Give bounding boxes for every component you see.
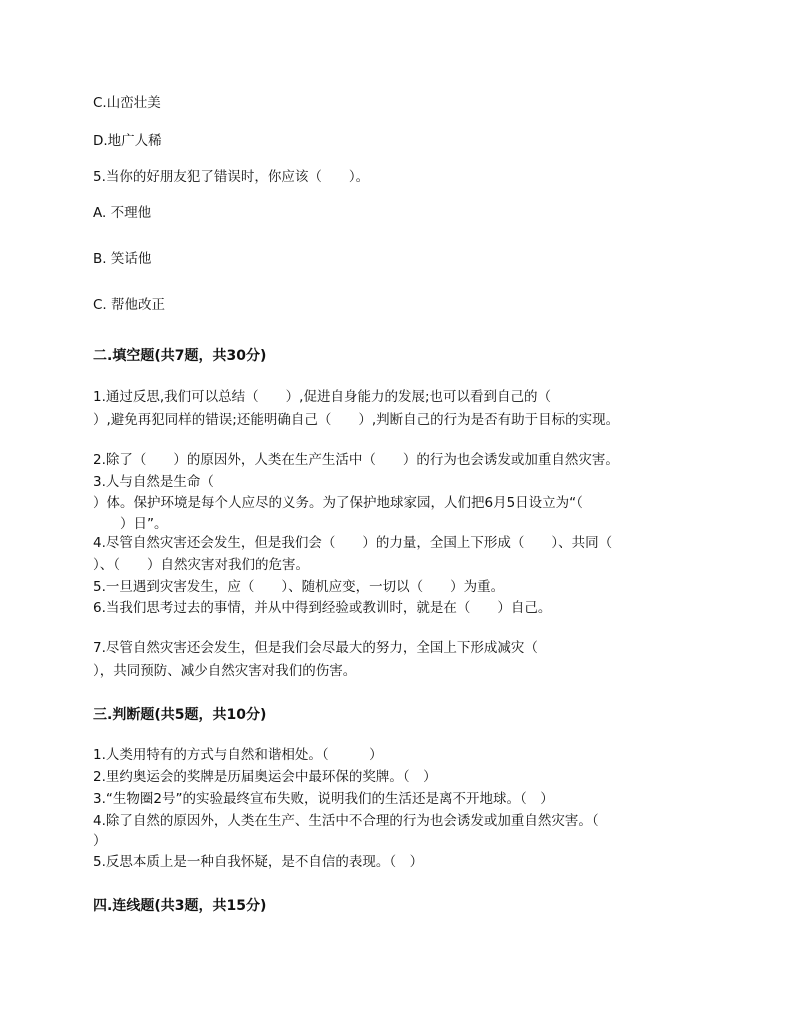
s3-line: 3.“生物圈2号”的实验最终宣布失败，说明我们的生活还是离不开地球。（ ） (93, 791, 554, 807)
section4-heading: 四.连线题(共3题，共15分) (93, 898, 267, 914)
s2-line: ）、（ ）自然灾害对我们的危害。 (93, 557, 309, 573)
section3-heading: 三.判断题(共5题，共10分) (93, 707, 267, 723)
q4-option-c: C.山峦壮美 (93, 95, 161, 111)
s3-line: 4.除了自然的原因外，人类在生产、生活中不合理的行为也会诱发或加重自然灾害。（ (93, 813, 599, 829)
s2-line: ），共同预防、减少自然灾害对我们的伤害。 (93, 663, 357, 679)
section2-heading: 二.填空题(共7题，共30分) (93, 348, 267, 364)
q4-option-d: D.地广人稀 (93, 133, 162, 149)
s2-line: ）体。保护环境是每个人应尽的义务。为了保护地球家园，人们把6月5日设立为“（ (93, 495, 583, 511)
s2-line: 5.一旦遇到灾害发生，应（ ）、随机应变，一切以（ ）为重。 (93, 579, 505, 595)
s2-line: 2.除了（ ）的原因外，人类在生产生活中（ ）的行为也会诱发或加重自然灾害。 (93, 452, 619, 468)
s2-line: 7.尽管自然灾害还会发生，但是我们会尽最大的努力，全国上下形成减灾（ (93, 640, 538, 656)
q5-option-b: B. 笑话他 (93, 251, 152, 267)
s2-line: 1.通过反思,我们可以总结（ ）,促进自身能力的发展;也可以看到自己的（ (93, 389, 552, 405)
s3-line: 5.反思本质上是一种自我怀疑，是不自信的表现。（ ） (93, 854, 424, 870)
s3-line: ） (93, 833, 107, 849)
s3-line: 1.人类用特有的方式与自然和谐相处。（ ） (93, 747, 383, 763)
s2-line: ）日”。 (93, 516, 168, 532)
s3-line: 2.里约奥运会的奖牌是历届奥运会中最环保的奖牌。（ ） (93, 769, 437, 785)
q5-option-c: C. 帮他改正 (93, 297, 166, 313)
s2-line: 4.尽管自然灾害还会发生，但是我们会（ ）的力量，全国上下形成（ ）、共同（ (93, 535, 613, 551)
q5-question: 5.当你的好朋友犯了错误时，你应该（ ）。 (93, 169, 370, 185)
s2-line: 3.人与自然是生命（ (93, 474, 214, 490)
s2-line: ）,避免再犯同样的错误;还能明确自己（ ）,判断自己的行为是否有助于目标的实现。 (93, 412, 620, 428)
q5-option-a: A. 不理他 (93, 205, 152, 221)
s2-line: 6.当我们思考过去的事情，并从中得到经验或教训时，就是在（ ）自己。 (93, 600, 552, 616)
